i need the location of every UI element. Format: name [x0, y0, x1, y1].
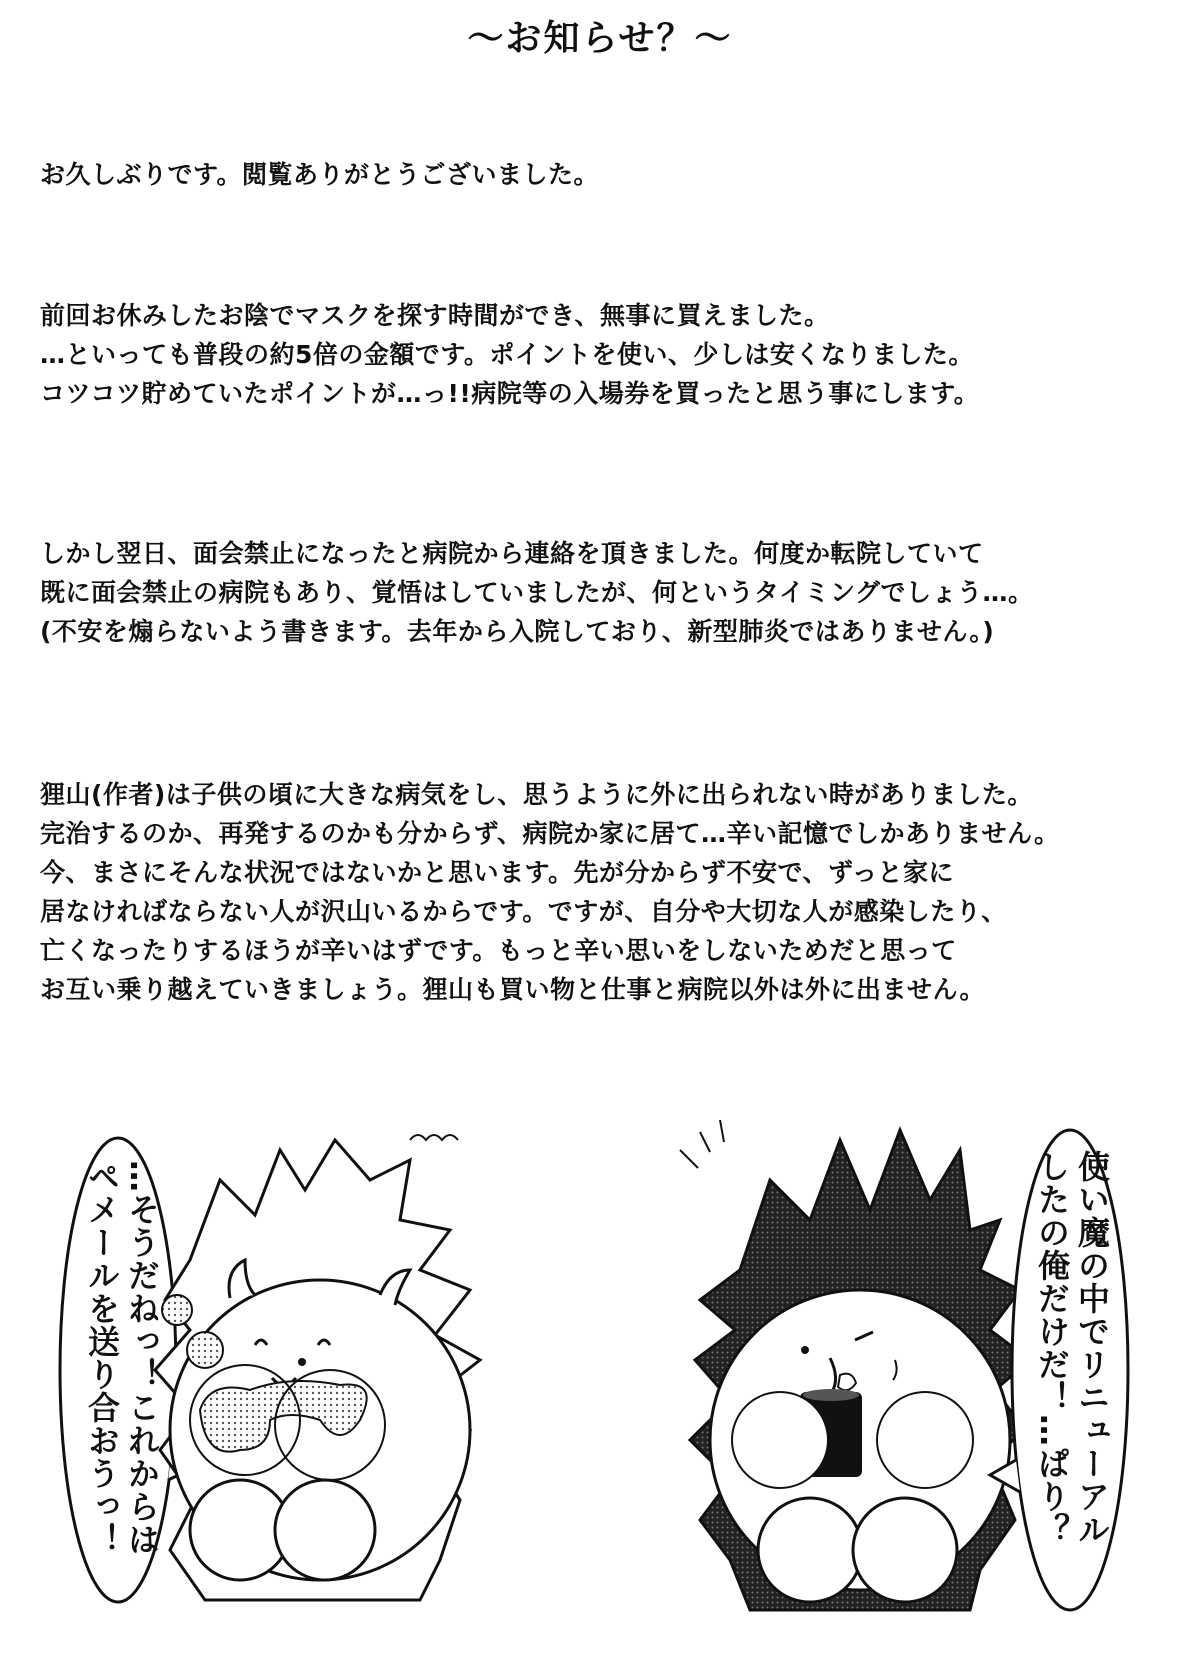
speech-text-right — [1032, 1150, 1112, 1590]
speech-line: 使い魔の中でリニューアル — [1073, 1150, 1111, 1546]
text-line: 既に面会禁止の病院もあり、覚悟はしていましたが、何というタイミングでしょう…。 — [40, 578, 1034, 607]
text-line: 亡くなったりするほうが辛いはずです。もっと辛い思いをしないためだと思って — [40, 936, 957, 965]
text-line: お久しぶりです。閲覧ありがとうございました。 — [40, 160, 600, 189]
left-character-scene — [40, 1120, 560, 1660]
speech-line: …そうだねっ！これからは — [123, 1160, 161, 1556]
text-line: 前回お休みしたお陰でマスクを探す時間ができ、無事に買えました。 — [40, 301, 830, 330]
text-line: 居なければならない人が沢山いるからです。ですが、自分や大切な人が感染したり、 — [40, 897, 1007, 926]
right-character-scene — [660, 1120, 1160, 1660]
paragraph-greeting — [40, 155, 1180, 194]
speech-text-left — [82, 1160, 162, 1580]
text-line: お互い乗り越えていきましょう。狸山も買い物と仕事と病院以外は外に出ません。 — [40, 975, 986, 1004]
page-title: ～お知らせ？～ — [467, 18, 733, 59]
text-line: (不安を煽らないよう書きます。去年から入院しており、新型肺炎ではありません。) — [40, 617, 995, 646]
text-line: 完治するのか、再発するのかも分からず、病院か家に居て…辛い記憶でしかありません。 — [40, 819, 1060, 848]
text-line: しかし翌日、面会禁止になったと病院から連絡を頂きました。何度か転院していて — [40, 539, 984, 568]
text-line: 今、まさにそんな状況ではないかと思います。先が分からず不安で、ずっと家に — [40, 858, 955, 887]
speech-line: したの俺だけだ！…ぱり？ — [1033, 1150, 1071, 1546]
paragraph-author-message — [40, 775, 1180, 1009]
text-line: 狸山(作者)は子供の頃に大きな病気をし、思うように外に出られない時がありました。 — [40, 780, 1033, 809]
text-line: …といっても普段の約5倍の金額です。ポイントを使い、少しは安くなりました。 — [40, 340, 974, 369]
text-line: コツコツ貯めていたポイントが…っ!!病院等の入場券を買ったと思う事にします。 — [40, 379, 980, 408]
paragraph-hospital — [40, 534, 1180, 651]
paragraph-mask — [40, 296, 1180, 413]
speech-line: ペメールを送り合おうっ！ — [83, 1160, 121, 1556]
